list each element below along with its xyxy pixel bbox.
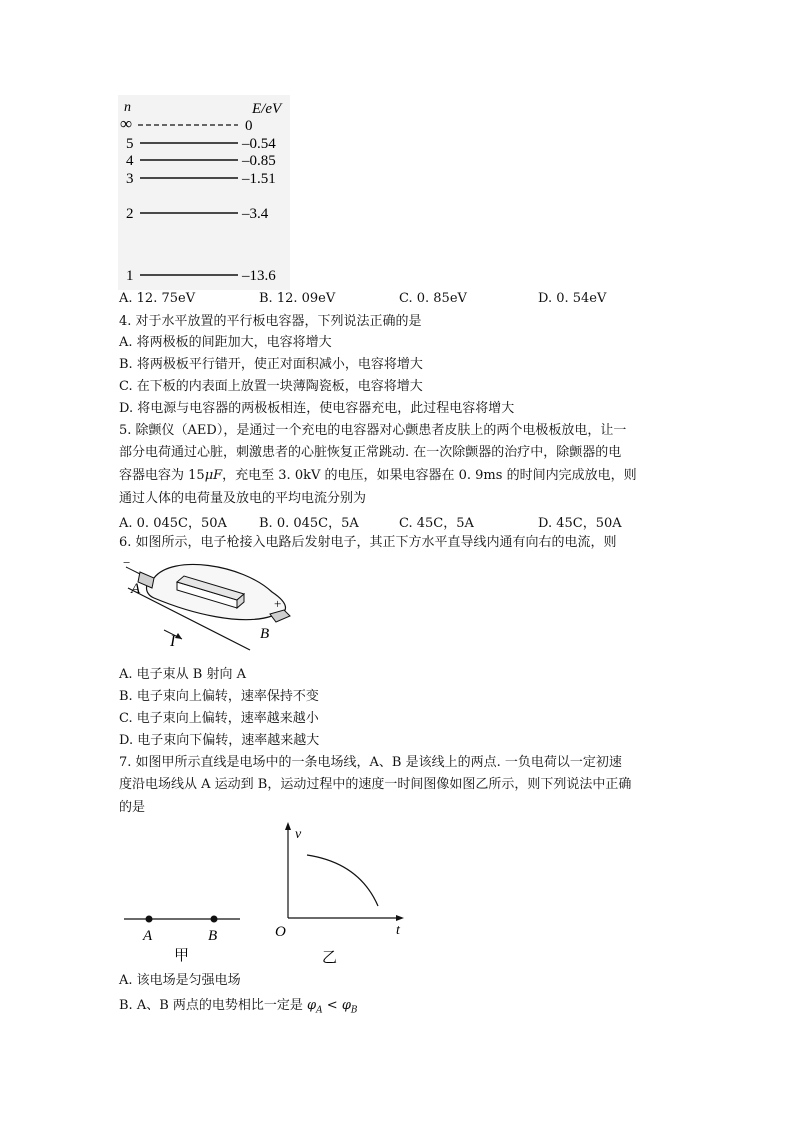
q5-line-3-rest: ，充电至 3. 0kV 的电压，如果电容器在 0. 9ms 的时间内完成放电，则 (222, 468, 637, 483)
q5-option-d: D. 45C，50A (538, 516, 622, 531)
origin-label: O (275, 924, 286, 940)
q7-line-3: 的是 (119, 800, 146, 815)
energy-axis-label: E/eV (252, 101, 282, 117)
q6-stem: 6. 如图所示，电子枪接入电路后发射电子，其正下方水平直导线内通有向右的电流，则 (119, 535, 617, 550)
velocity-curve (307, 855, 378, 906)
q7-option-a: A. 该电场是匀强电场 (119, 973, 241, 988)
level-e-inf: 0 (245, 118, 253, 134)
field-line-figure (122, 905, 247, 970)
q4-option-a: A. 将两极板的间距加大，电容将增大 (119, 335, 332, 350)
q5-option-a: A. 0. 045C，50A (119, 516, 227, 531)
q6-option-d: D. 电子束向下偏转，速率越来越大 (119, 733, 320, 748)
point-b-label: B (208, 928, 218, 944)
phi-b-symbol: φ (341, 998, 351, 1013)
level-n-5: 5 (126, 136, 134, 152)
q4-option-b: B. 将两极板平行错开，使正对面积减小，电容将增大 (119, 357, 423, 372)
figure-jia-caption: 甲 (174, 948, 190, 964)
level-e-1: –13.6 (242, 268, 276, 284)
minus-sign: − (123, 556, 131, 570)
figure-yi-caption: 乙 (322, 950, 338, 966)
phi-a-symbol: φ (307, 998, 317, 1013)
q6-option-a: A. 电子束从 B 射向 A (119, 667, 246, 682)
q5-option-c: C. 45C，5A (399, 516, 474, 531)
q5-line-3 (119, 467, 637, 485)
phi-a-subscript: A (316, 1005, 323, 1016)
q3-option-a: A. 12. 75eV (119, 291, 196, 306)
q7-line-2: 度沿电场线从 A 运动到 B，运动过程中的速度一时间图像如图乙所示，则下列说法中正确 (119, 777, 632, 792)
phi-b-subscript: B (350, 1005, 358, 1016)
diagram-background (118, 95, 290, 290)
left-electrode (138, 572, 154, 588)
t-axis-arrow (396, 915, 404, 921)
q4-stem: 4. 对于水平放置的平行板电容器，下列说法正确的是 (119, 314, 422, 329)
level-e-2: –3.4 (242, 206, 269, 222)
point-a-label: A (143, 928, 153, 944)
q7-option-b (119, 997, 358, 1020)
velocity-time-graph (270, 818, 410, 968)
level-n-2: 2 (126, 206, 134, 222)
level-n-4: 4 (126, 153, 134, 169)
level-e-5: –0.54 (242, 136, 276, 152)
point-b (211, 916, 218, 923)
point-a (146, 916, 153, 923)
less-than-sign: < (322, 998, 342, 1013)
q3-option-b: B. 12. 09eV (259, 291, 336, 306)
q7-option-b-text: B. A、B 两点的电势相比一定是 (119, 998, 308, 1013)
v-axis-label: v (295, 827, 302, 842)
energy-level-diagram (118, 95, 298, 290)
level-e-3: –1.51 (242, 171, 276, 187)
level-n-1: 1 (126, 268, 134, 284)
q5-capacitance-text: 容器电容为 15 (119, 468, 205, 483)
t-axis-label: t (396, 923, 400, 938)
v-axis-arrow (285, 822, 291, 830)
q5-line-2: 部分电荷通过心脏，刺激患者的心脏恢复正常跳动. 在一次除颤器的治疗中，除颤器的电 (119, 445, 622, 460)
level-n-inf: ∞ (120, 114, 133, 133)
q6-option-b: B. 电子束向上偏转，速率保持不变 (119, 689, 319, 704)
q5-line-1: 5. 除颤仪（AED），是通过一个充电的电容器对心颤患者皮肤上的两个电极板放电，让一 (119, 423, 627, 438)
q4-option-c: C. 在下板的内表面上放置一块薄陶瓷板，电容将增大 (119, 379, 423, 394)
q5-option-b: B. 0. 045C，5A (259, 516, 359, 531)
level-n-3: 3 (126, 171, 134, 187)
label-b: B (260, 626, 270, 642)
q5-line-4: 通过人体的电荷量及放电的平均电流分别为 (119, 491, 367, 506)
electron-gun-figure (122, 556, 302, 656)
plus-sign: + (274, 596, 282, 611)
q6-option-c: C. 电子束向上偏转，速率越来越小 (119, 711, 319, 726)
q7-line-1: 7. 如图甲所示直线是电场中的一条电场线，A、B 是该线上的两点. 一负电荷以一定初速 (119, 755, 622, 770)
q3-option-c: C. 0. 85eV (399, 291, 467, 306)
n-axis-label: n (124, 100, 131, 115)
q5-microfarad-unit: μF (204, 468, 223, 483)
label-a: A (131, 581, 141, 597)
level-e-4: –0.85 (242, 153, 276, 169)
current-label: I (170, 633, 176, 650)
q4-option-d: D. 将电源与电容器的两极板相连，使电容器充电，此过程电容将增大 (119, 401, 515, 416)
q3-option-d: D. 0. 54eV (538, 291, 607, 306)
